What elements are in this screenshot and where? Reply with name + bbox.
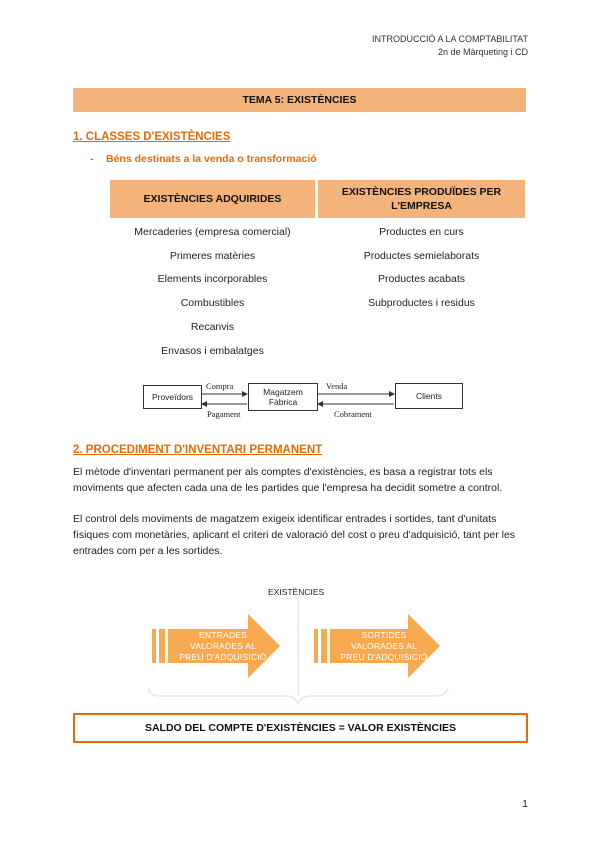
header-group: 2n de Màrqueting i CD — [437, 47, 528, 57]
label-cobrament: Cobrament — [334, 409, 372, 419]
entries-arrow-text — [168, 630, 278, 663]
label-venda: Venda — [326, 381, 348, 391]
acquired-item: Combustibles — [180, 297, 245, 309]
acquired-item: Mercaderies (empresa comercial) — [134, 226, 291, 238]
entries-line: ENTRADES — [199, 630, 247, 640]
section1-title: 1. CLASSES D'EXISTÈNCIES — [73, 131, 231, 143]
flow-box-suppliers: Proveïdors — [143, 385, 202, 409]
warehouse-label: Magatzem — [263, 387, 303, 397]
produced-item: Subproductes i residus — [368, 297, 475, 309]
bullet-text: Béns destinats a la venda o transformació — [106, 153, 317, 165]
table-header-produced: EXISTÈNCIES PRODUÏDES PER L'EMPRESA — [318, 180, 525, 218]
header-course: INTRODUCCIÓ A LA COMPTABILITAT — [371, 34, 528, 44]
flow-box-clients: Clients — [395, 383, 463, 409]
bullet-marker: - — [90, 153, 94, 165]
table-header-acquired: EXISTÈNCIES ADQUIRIDES — [110, 180, 315, 218]
flow-arrows — [140, 378, 470, 418]
acquired-item: Primeres matèries — [169, 250, 256, 262]
label-pagament: Pagament — [207, 409, 241, 419]
section2-paragraph-2: El control dels moviments de magatzem exigeix identificar entrades i sortides, tant d'unitats físiques com monetàries, aplicant el criteri de valoració del cost o preu d'adquisició, tant per les entrades com per a les sortides. — [73, 513, 516, 557]
topic-title: TEMA 5: EXISTÈNCIES — [73, 88, 526, 112]
section2-paragraph-1: El mètode d'inventari permanent per als comptes d'existències, es basa a registrar tots els moviments que afecten cada una de les partides que l'empresa ha decidit sometre a control. — [73, 466, 503, 494]
exits-arrow-text — [330, 630, 438, 663]
acquired-item: Envasos i embalatges — [161, 345, 264, 357]
factory-label: Fàbrica — [268, 397, 298, 407]
exits-line: VALORADES AL — [350, 641, 418, 651]
entries-line: VALORADES AL — [189, 641, 257, 651]
page-number: 1 — [522, 798, 528, 810]
running-header — [372, 33, 528, 59]
produced-item: Productes acabats — [378, 273, 465, 285]
exits-line: SORTIDES — [361, 630, 407, 640]
saldo-box: SALDO DEL COMPTE D'EXISTÈNCIES = VALOR EXISTÈNCIES — [73, 713, 528, 743]
produced-item: Productes en curs — [379, 226, 464, 238]
label-compra: Compra — [206, 381, 234, 391]
diagram-title: EXISTÈNCIES — [268, 587, 325, 597]
produced-item: Productes semielaborats — [363, 250, 480, 262]
section2-title: 2. PROCEDIMENT D'INVENTARI PERMANENT — [73, 444, 323, 456]
acquired-item: Recanvis — [190, 321, 235, 333]
section1-bullet — [90, 153, 317, 165]
exits-line: PREU D'ADQUISICIÓ — [340, 652, 428, 662]
acquired-item: Elements incorporables — [157, 273, 268, 285]
entries-line: PREU D'ADQUISICIÓ — [179, 652, 267, 662]
